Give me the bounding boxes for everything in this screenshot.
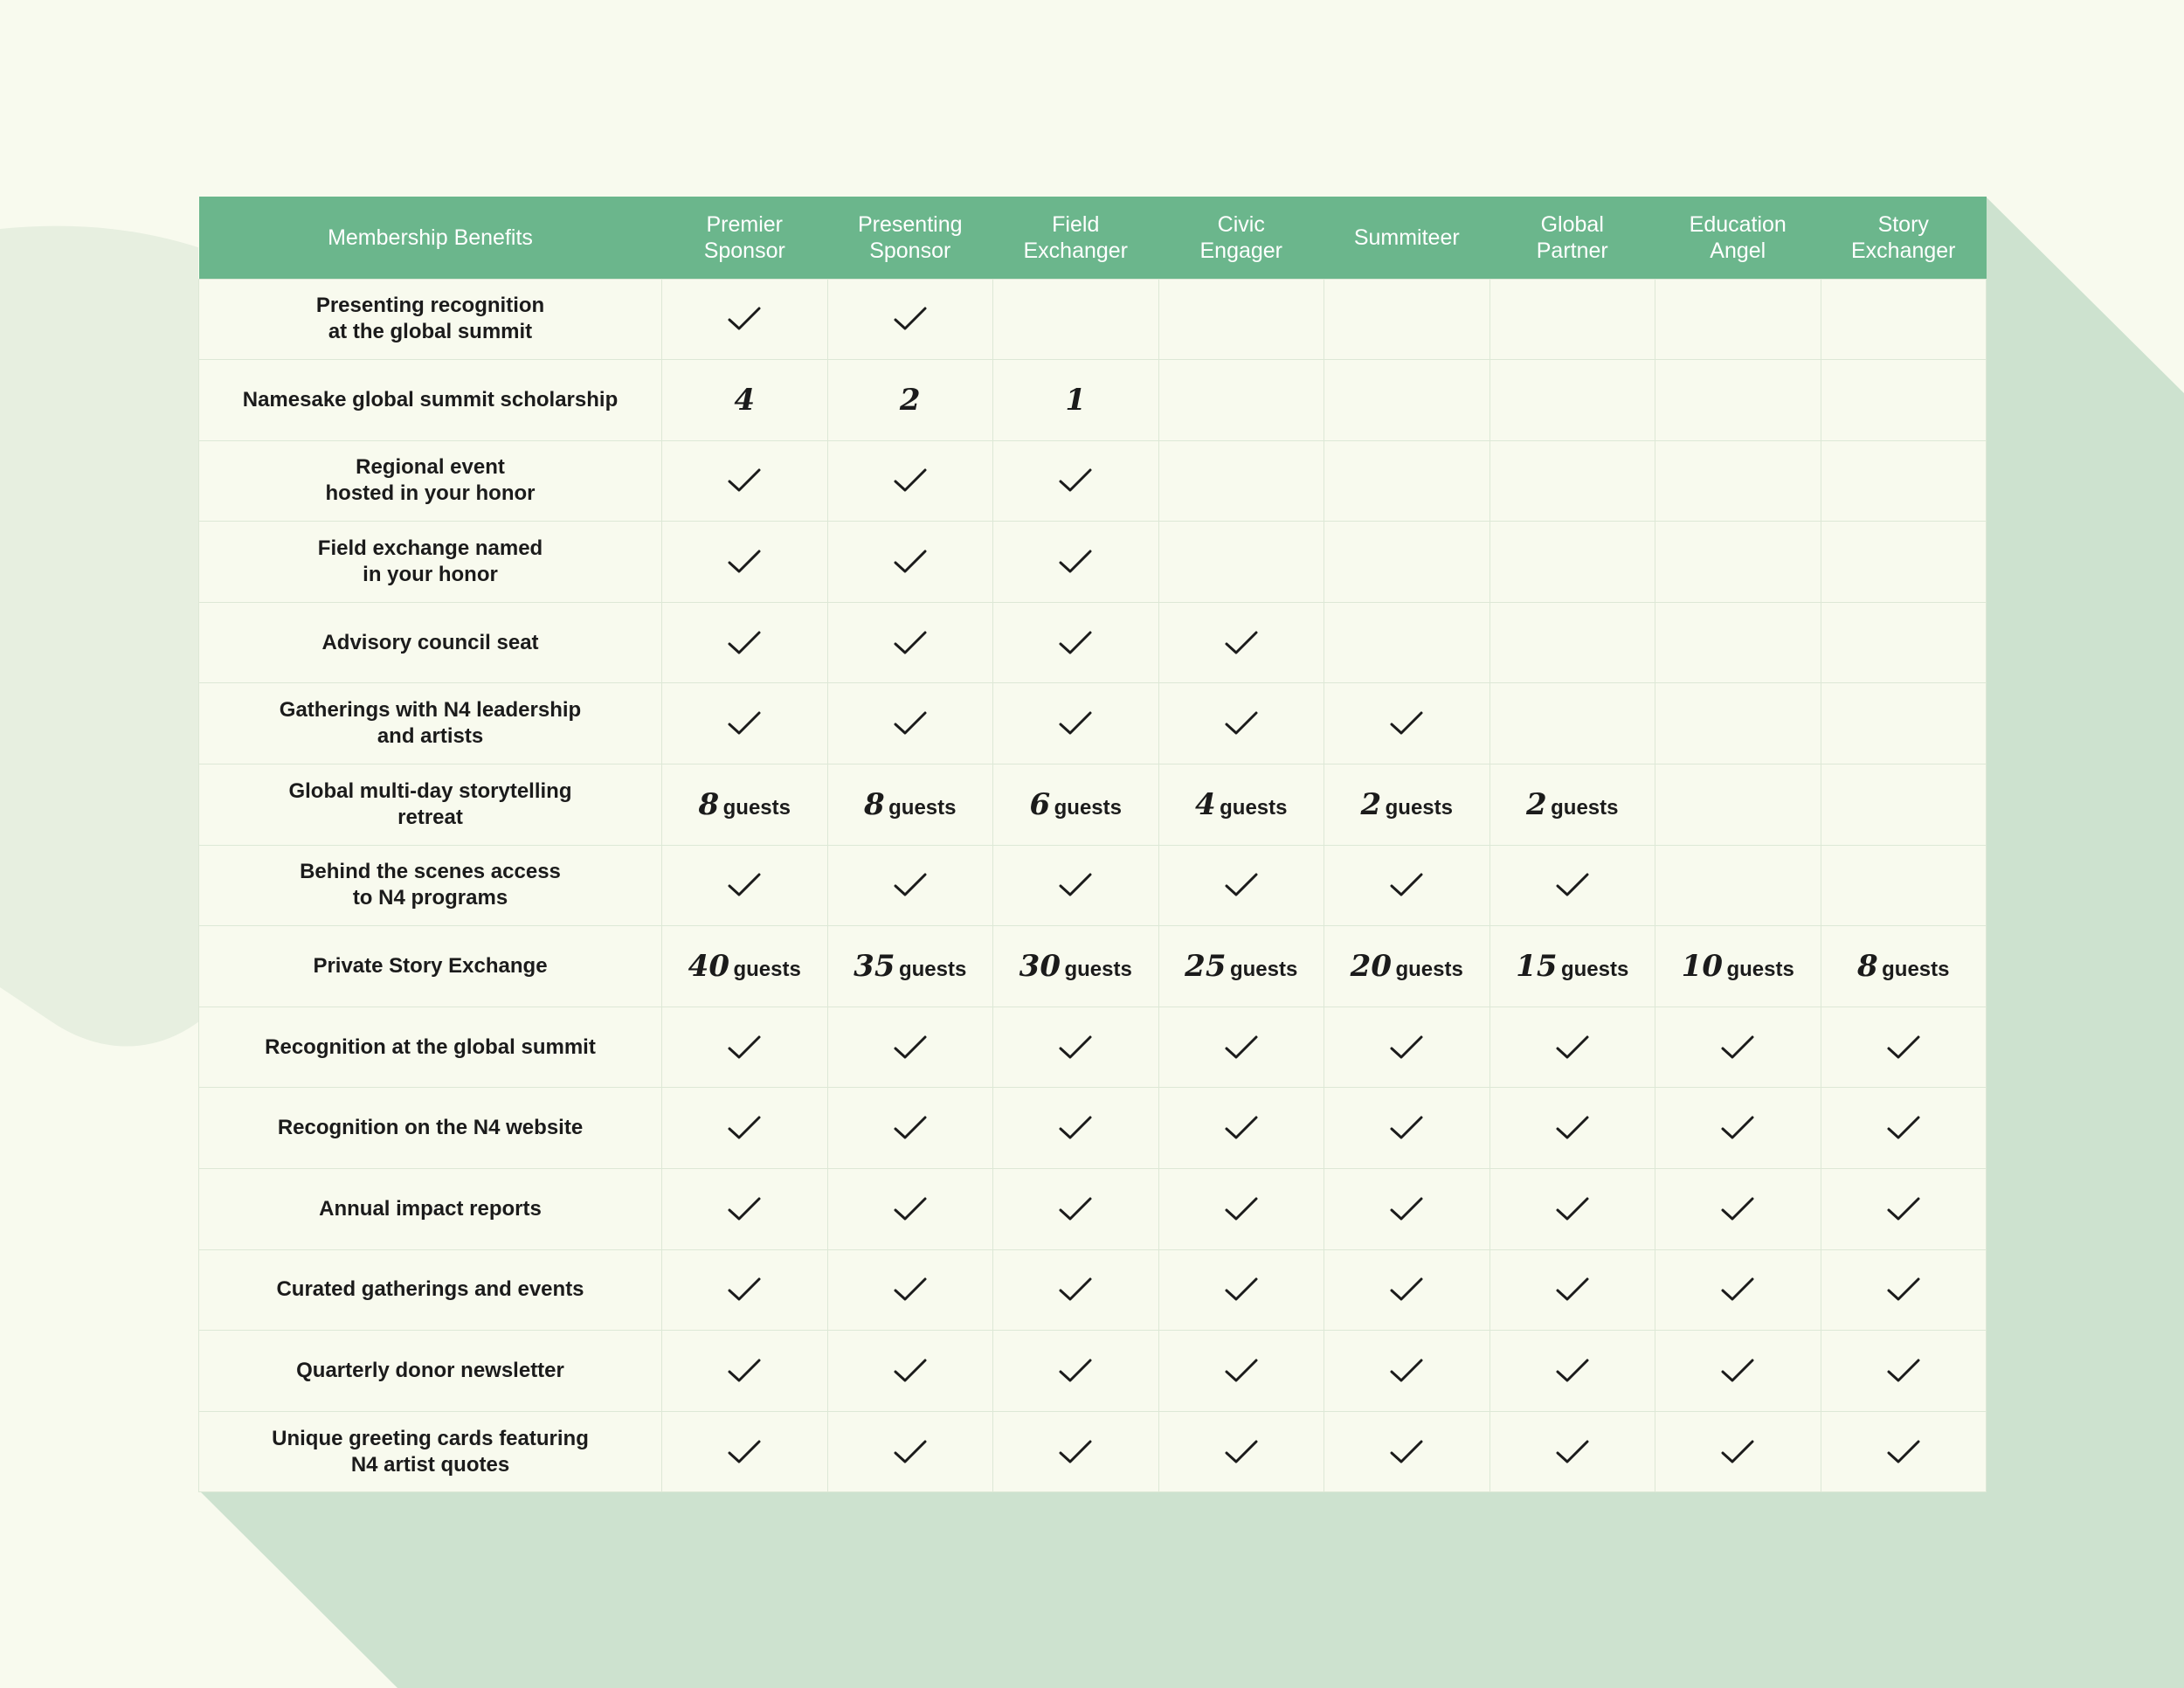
- tier-cell: [993, 1411, 1159, 1492]
- check-icon: [1886, 1438, 1921, 1466]
- tier-cell: [827, 279, 993, 360]
- count-unit: guests: [1064, 958, 1132, 982]
- check-icon: [1058, 467, 1093, 495]
- check-icon: [1224, 1114, 1259, 1142]
- tier-cell: [827, 522, 993, 603]
- check-icon: [893, 548, 928, 576]
- count-value: 6: [1029, 786, 1051, 822]
- count-value: 15: [1516, 949, 1558, 985]
- tier-cell: [1655, 764, 1821, 846]
- count-unit: guests: [1551, 795, 1619, 820]
- check-icon: [1389, 1357, 1424, 1385]
- check-icon: [727, 709, 762, 737]
- table-row: [199, 1169, 1987, 1250]
- check-icon: [1555, 1438, 1590, 1466]
- check-icon: [1224, 1357, 1259, 1385]
- count-value: 20: [1350, 949, 1392, 985]
- check-icon: [1224, 709, 1259, 737]
- tier-cell: [993, 602, 1159, 683]
- table-row: [199, 440, 1987, 522]
- check-icon: [727, 467, 762, 495]
- tier-cell: [1158, 522, 1324, 603]
- count-value: 10: [1681, 949, 1723, 985]
- tier-cell: [993, 764, 1159, 846]
- check-icon: [1389, 1034, 1424, 1062]
- count-unit: guests: [1726, 958, 1794, 982]
- tier-cell: [662, 602, 828, 683]
- tier-cell: [1158, 440, 1324, 522]
- count-unit: guests: [1395, 958, 1463, 982]
- check-icon: [1555, 871, 1590, 899]
- tier-cell: [993, 1088, 1159, 1169]
- tier-cell: [1158, 602, 1324, 683]
- count-value: 8: [864, 786, 885, 822]
- check-icon: [727, 548, 762, 576]
- tier-cell: [1489, 522, 1655, 603]
- tier-cell: [993, 1007, 1159, 1088]
- benefit-label: Global multi-day storytelling retreat: [199, 764, 662, 846]
- check-icon: [893, 709, 928, 737]
- tier-cell: [1324, 1169, 1490, 1250]
- tier-cell: [1158, 1331, 1324, 1412]
- tier-cell: [993, 360, 1159, 441]
- membership-benefits-table: [198, 197, 1987, 1492]
- tier-cell: [1324, 845, 1490, 926]
- check-icon: [1224, 1195, 1259, 1223]
- tier-cell: [1489, 764, 1655, 846]
- table-row: [199, 1088, 1987, 1169]
- check-icon: [1389, 871, 1424, 899]
- check-icon: [1058, 1438, 1093, 1466]
- tier-cell: [662, 1007, 828, 1088]
- tier-cell: [1324, 1007, 1490, 1088]
- benefit-label: Gatherings with N4 leadership and artists: [199, 683, 662, 764]
- check-icon: [1720, 1034, 1755, 1062]
- benefit-label: Recognition on the N4 website: [199, 1088, 662, 1169]
- check-icon: [1886, 1034, 1921, 1062]
- tier-cell: [1489, 845, 1655, 926]
- check-icon: [1389, 1195, 1424, 1223]
- check-icon: [893, 1357, 928, 1385]
- tier-cell: [1821, 1249, 1987, 1331]
- count-value: 8: [698, 786, 720, 822]
- check-icon: [727, 871, 762, 899]
- count-unit: guests: [888, 795, 957, 820]
- check-icon: [1555, 1195, 1590, 1223]
- check-icon: [1720, 1195, 1755, 1223]
- tier-cell: [993, 440, 1159, 522]
- tier-cell: [1655, 602, 1821, 683]
- tier-cell: [1158, 1007, 1324, 1088]
- check-icon: [1224, 1034, 1259, 1062]
- tier-cell: [1655, 845, 1821, 926]
- tier-cell: [1821, 926, 1987, 1007]
- check-icon: [1058, 629, 1093, 657]
- table-header-row: [199, 197, 1987, 279]
- count-unit: guests: [1220, 795, 1288, 820]
- count-value: 2: [1360, 786, 1382, 822]
- tier-cell: [662, 1088, 828, 1169]
- tier-cell: [1158, 279, 1324, 360]
- check-icon: [1555, 1114, 1590, 1142]
- table-row: [199, 360, 1987, 441]
- header-tier-6: Global Partner: [1536, 211, 1608, 263]
- count-value: 8: [1857, 949, 1878, 985]
- tier-cell: [827, 1169, 993, 1250]
- tier-cell: [662, 440, 828, 522]
- count-value: 30: [1019, 949, 1061, 985]
- count-value: 35: [854, 949, 895, 985]
- count-unit: guests: [1229, 958, 1298, 982]
- count-value: 2: [1526, 786, 1547, 822]
- tier-cell: [827, 1411, 993, 1492]
- tier-cell: [1821, 1088, 1987, 1169]
- check-icon: [1224, 871, 1259, 899]
- benefit-label: Unique greeting cards featuring N4 artist quotes: [199, 1411, 662, 1492]
- tier-cell: [1489, 440, 1655, 522]
- tier-cell: [1655, 926, 1821, 1007]
- header-tier-4: Civic Engager: [1199, 211, 1283, 263]
- check-icon: [727, 1357, 762, 1385]
- check-icon: [1058, 1114, 1093, 1142]
- check-icon: [1389, 1438, 1424, 1466]
- tier-cell: [1821, 522, 1987, 603]
- tier-cell: [1158, 1249, 1324, 1331]
- tier-cell: [1489, 602, 1655, 683]
- tier-cell: [1158, 1169, 1324, 1250]
- tier-cell: [1821, 1331, 1987, 1412]
- table-row: [199, 683, 1987, 764]
- check-icon: [727, 629, 762, 657]
- check-icon: [893, 305, 928, 333]
- check-icon: [893, 1195, 928, 1223]
- count-unit: guests: [1560, 958, 1629, 982]
- check-icon: [1555, 1034, 1590, 1062]
- check-icon: [727, 1438, 762, 1466]
- check-icon: [1058, 548, 1093, 576]
- table-row: [199, 1411, 1987, 1492]
- tier-cell: [1158, 683, 1324, 764]
- check-icon: [1886, 1276, 1921, 1304]
- table-row: [199, 1249, 1987, 1331]
- check-icon: [727, 1034, 762, 1062]
- benefit-label: Field exchange named in your honor: [199, 522, 662, 603]
- table-row: [199, 522, 1987, 603]
- tier-cell: [1821, 440, 1987, 522]
- benefit-label: Quarterly donor newsletter: [199, 1331, 662, 1412]
- tier-cell: [1324, 683, 1490, 764]
- tier-cell: [1821, 764, 1987, 846]
- tier-cell: [1655, 1411, 1821, 1492]
- check-icon: [1058, 1195, 1093, 1223]
- tier-cell: [1324, 1331, 1490, 1412]
- tier-cell: [1324, 1249, 1490, 1331]
- tier-cell: [662, 522, 828, 603]
- check-icon: [893, 1438, 928, 1466]
- tier-cell: [1821, 1411, 1987, 1492]
- tier-cell: [1158, 1411, 1324, 1492]
- benefit-label: Annual impact reports: [199, 1169, 662, 1250]
- check-icon: [893, 467, 928, 495]
- check-icon: [1058, 1357, 1093, 1385]
- check-icon: [1555, 1357, 1590, 1385]
- tier-cell: [662, 360, 828, 441]
- tier-cell: [1655, 279, 1821, 360]
- tier-cell: [1324, 926, 1490, 1007]
- table-row: [199, 1007, 1987, 1088]
- tier-cell: [1324, 602, 1490, 683]
- count-value: 2: [899, 382, 921, 418]
- tier-cell: [662, 1169, 828, 1250]
- tier-cell: [1655, 440, 1821, 522]
- tier-cell: [1655, 1331, 1821, 1412]
- check-icon: [893, 1276, 928, 1304]
- benefit-label: Recognition at the global summit: [199, 1007, 662, 1088]
- tier-cell: [1324, 440, 1490, 522]
- tier-cell: [1655, 1249, 1821, 1331]
- header-membership-benefits: Membership Benefits: [328, 225, 533, 250]
- check-icon: [1555, 1276, 1590, 1304]
- tier-cell: [1655, 1007, 1821, 1088]
- benefit-label: Behind the scenes access to N4 programs: [199, 845, 662, 926]
- tier-cell: [1821, 1169, 1987, 1250]
- tier-cell: [1821, 602, 1987, 683]
- tier-cell: [1158, 845, 1324, 926]
- check-icon: [1224, 1276, 1259, 1304]
- header-tier-1: Premier Sponsor: [703, 211, 785, 263]
- header-tier-5: Summiteer: [1353, 225, 1460, 250]
- tier-cell: [1821, 360, 1987, 441]
- tier-cell: [1655, 522, 1821, 603]
- table-row: [199, 1331, 1987, 1412]
- tier-cell: [1158, 926, 1324, 1007]
- tier-cell: [1655, 683, 1821, 764]
- benefit-label: Presenting recognition at the global summit: [199, 279, 662, 360]
- header-tier-8: Story Exchanger: [1850, 211, 1956, 263]
- check-icon: [1058, 1276, 1093, 1304]
- count-unit: guests: [1385, 795, 1453, 820]
- check-icon: [727, 305, 762, 333]
- tier-cell: [1324, 764, 1490, 846]
- tier-cell: [1489, 926, 1655, 1007]
- benefit-label: Advisory council seat: [199, 602, 662, 683]
- tier-cell: [1489, 1169, 1655, 1250]
- tier-cell: [827, 1007, 993, 1088]
- tier-cell: [1489, 1249, 1655, 1331]
- tier-cell: [827, 764, 993, 846]
- count-value: 1: [1065, 382, 1087, 418]
- tier-cell: [1158, 764, 1324, 846]
- check-icon: [727, 1195, 762, 1223]
- tier-cell: [827, 926, 993, 1007]
- tier-cell: [827, 440, 993, 522]
- tier-cell: [662, 926, 828, 1007]
- check-icon: [1224, 1438, 1259, 1466]
- tier-cell: [993, 845, 1159, 926]
- tier-cell: [1489, 1088, 1655, 1169]
- tier-cell: [993, 1169, 1159, 1250]
- check-icon: [1720, 1114, 1755, 1142]
- tier-cell: [1489, 1331, 1655, 1412]
- tier-cell: [662, 1249, 828, 1331]
- benefit-label: Curated gatherings and events: [199, 1249, 662, 1331]
- check-icon: [1720, 1438, 1755, 1466]
- count-unit: guests: [898, 958, 967, 982]
- check-icon: [893, 1114, 928, 1142]
- tier-cell: [662, 1411, 828, 1492]
- check-icon: [1058, 871, 1093, 899]
- count-value: 4: [1195, 786, 1216, 822]
- tier-cell: [1489, 279, 1655, 360]
- tier-cell: [1821, 279, 1987, 360]
- check-icon: [1389, 1276, 1424, 1304]
- check-icon: [1389, 709, 1424, 737]
- tier-cell: [1489, 1411, 1655, 1492]
- count-unit: guests: [722, 795, 791, 820]
- tier-cell: [993, 279, 1159, 360]
- table-row: [199, 279, 1987, 360]
- tier-cell: [993, 522, 1159, 603]
- check-icon: [727, 1114, 762, 1142]
- benefit-label: Regional event hosted in your honor: [199, 440, 662, 522]
- check-icon: [1058, 1034, 1093, 1062]
- tier-cell: [1821, 845, 1987, 926]
- tier-cell: [662, 1331, 828, 1412]
- tier-cell: [1324, 1411, 1490, 1492]
- tier-cell: [827, 360, 993, 441]
- check-icon: [727, 1276, 762, 1304]
- table-row: [199, 764, 1987, 846]
- count-value: 25: [1185, 949, 1227, 985]
- count-unit: guests: [1882, 958, 1950, 982]
- tier-cell: [827, 1249, 993, 1331]
- tier-cell: [827, 845, 993, 926]
- tier-cell: [1489, 1007, 1655, 1088]
- check-icon: [1058, 709, 1093, 737]
- tier-cell: [1158, 1088, 1324, 1169]
- tier-cell: [1821, 683, 1987, 764]
- check-icon: [1389, 1114, 1424, 1142]
- tier-cell: [827, 683, 993, 764]
- check-icon: [1886, 1357, 1921, 1385]
- tier-cell: [1324, 1088, 1490, 1169]
- check-icon: [893, 1034, 928, 1062]
- header-tier-7: Education Angel: [1689, 211, 1787, 263]
- table-row: [199, 926, 1987, 1007]
- tier-cell: [827, 1331, 993, 1412]
- tier-cell: [993, 1331, 1159, 1412]
- tier-cell: [1324, 522, 1490, 603]
- count-unit: guests: [733, 958, 801, 982]
- tier-cell: [1489, 360, 1655, 441]
- table-row: [199, 602, 1987, 683]
- tier-cell: [993, 683, 1159, 764]
- check-icon: [1720, 1357, 1755, 1385]
- tier-cell: [993, 926, 1159, 1007]
- count-value: 40: [688, 949, 729, 985]
- tier-cell: [1655, 360, 1821, 441]
- tier-cell: [1324, 360, 1490, 441]
- tier-cell: [1324, 279, 1490, 360]
- tier-cell: [993, 1249, 1159, 1331]
- tier-cell: [827, 602, 993, 683]
- tier-cell: [827, 1088, 993, 1169]
- check-icon: [1886, 1195, 1921, 1223]
- check-icon: [1720, 1276, 1755, 1304]
- table-body: [199, 279, 1987, 1492]
- table-row: [199, 845, 1987, 926]
- tier-cell: [1489, 683, 1655, 764]
- tier-cell: [1821, 1007, 1987, 1088]
- tier-cell: [662, 764, 828, 846]
- tier-cell: [1655, 1088, 1821, 1169]
- tier-cell: [1655, 1169, 1821, 1250]
- count-value: 4: [734, 382, 756, 418]
- benefit-label: Namesake global summit scholarship: [199, 360, 662, 441]
- tier-cell: [1158, 360, 1324, 441]
- header-tier-2: Presenting Sponsor: [857, 211, 963, 263]
- tier-cell: [662, 845, 828, 926]
- check-icon: [1224, 629, 1259, 657]
- tier-cell: [662, 279, 828, 360]
- check-icon: [1886, 1114, 1921, 1142]
- tier-cell: [662, 683, 828, 764]
- check-icon: [893, 629, 928, 657]
- benefit-label: Private Story Exchange: [199, 926, 662, 1007]
- header-tier-3: Field Exchanger: [1023, 211, 1129, 263]
- count-unit: guests: [1054, 795, 1122, 820]
- check-icon: [893, 871, 928, 899]
